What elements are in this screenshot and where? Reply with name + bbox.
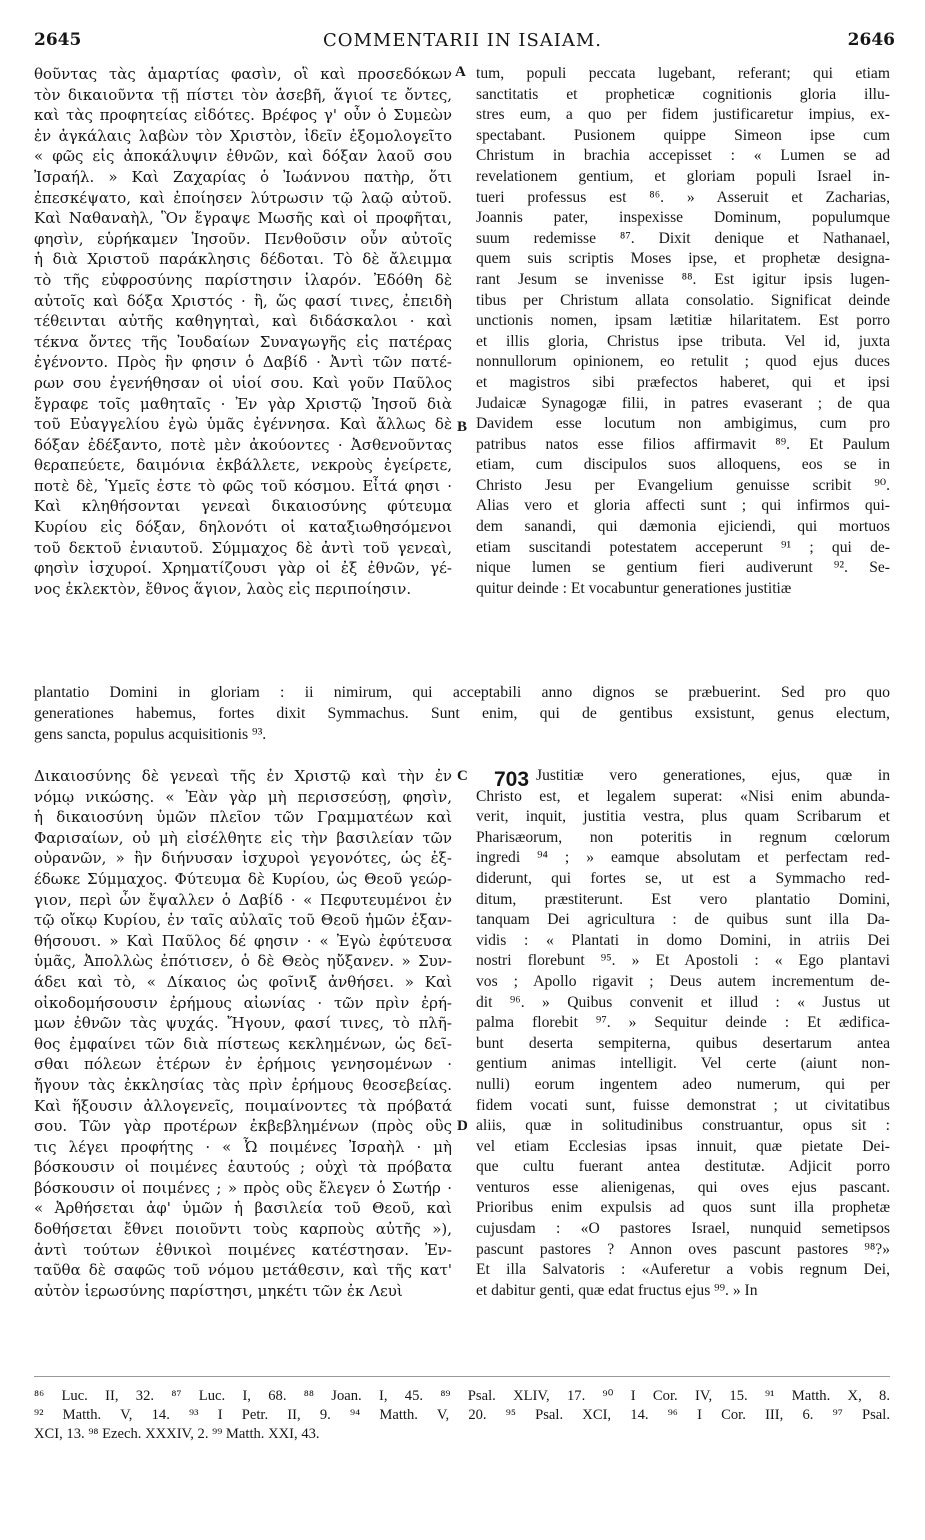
greek-text-line: ἐπεσκέψατο, καὶ ἐποίησεν λύτρωσιν τῷ λαῷ αὐτοῦ.: [34, 188, 452, 207]
latin-text-line: nostri florebunt ⁹⁵. » Et Apostoli : « Ego plantavi: [476, 952, 890, 970]
latin-text-line: nonnullorum opinionem, eo retulit ; quod ejus duces: [476, 353, 890, 371]
greek-text-line: ἀντὶ τούτων ἐθνικοὶ ποιμένες κατέστησαν. Ἐν-: [34, 1240, 452, 1259]
greek-text-line: ἐν ἀγκάλαις λαβὼν τὸν Χριστὸν, ἰδεῖν ἐξομολογεῖτο: [34, 126, 452, 145]
latin-text-line: ditum, præstiterunt. Est vero plantatio Domini,: [476, 890, 890, 908]
latin-text-line: suum redemisse ⁸⁷. Dixit denique et Nathanael,: [476, 229, 890, 247]
latin-text-line: Christo est, et legalem superat: «Nisi enim abunda-: [476, 787, 890, 805]
latin-text-line: sanctitatis et propheticæ cognitionis gloria illu-: [476, 85, 890, 103]
greek-text-line: θήσουσι. » Καὶ Παῦλος δέ φησιν · « Ἐγὼ ἐφύτευσα: [34, 931, 452, 950]
greek-text-line: καὶ τὰς προφητείας εἰδότες. Βρέφος γ' οὖν ὁ Συμεὼν: [34, 106, 452, 125]
latin-text-line: spectabant. Pusionem quippe Simeon ipse cum: [476, 126, 890, 144]
latin-text-line: nique lumen se gentium fieri audiverunt ⁹². Se-: [476, 559, 890, 577]
greek-text-line: φησὶν ἰσχυροί. Χρηματίζουσι γὰρ οἱ ἐξ ἐθνῶν, γέ-: [34, 559, 452, 578]
greek-text-line: τις λέγει προφήτης · « Ὦ ποιμένες Ἰσραὴλ · μὴ: [34, 1137, 452, 1156]
greek-text-line: ταῦθα δὲ σαφῶς τοῦ νόμου μετάθεσιν, καὶ τῆς κατ': [34, 1261, 452, 1280]
latin-text-line: et illis gloria, Christus ipse tributa. Vel id, juxta: [476, 332, 890, 350]
latin-text-line: Prioribus enim expulsis ad quos sunt illa prophetæ: [476, 1199, 890, 1217]
greek-text-line: βόσκουσιν οἱ ποιμένες ; » πρὸς οὓς ἔλεγεν ὁ Σωτήρ ·: [34, 1178, 452, 1197]
latin-text-line: patribus natos esse filios affirmavit ⁸⁹. Et Paulum: [476, 435, 890, 453]
latin-text-line: revelationem gentium, et gloriam populi Israel in-: [476, 167, 890, 185]
latin-text-line: Judaicæ Synagogæ filii, in patres evaserant ; de qua: [476, 394, 890, 412]
latin-text-line: unctionis nomen, ipsam lætitiæ hilaritatem. Est porro: [476, 312, 890, 330]
footnote-line: ⁹² Matth. V, 14. ⁹³ I Petr. II, 9. ⁹⁴ Matth. V, 20. ⁹⁵ Psal. XCI, 14. ⁹⁶ I Cor. III, 6. ⁹⁷ Psal.: [34, 1407, 890, 1423]
latin-text-line: Christo Jesu per Evangelium genuisse scribit ⁹⁰.: [476, 476, 890, 494]
greek-text-line: δοθήσεται ἔθνει ποιοῦντι τοὺς καρποὺς αὐτῆς »),: [34, 1220, 452, 1239]
latin-text-line: aliis, quæ in solitudinibus construantur, opus sit :: [476, 1117, 890, 1135]
latin-text-line: etiam suscitandi potestatem acceperunt ⁹¹ ; qui de-: [476, 538, 890, 556]
greek-text-line: θεραπεύετε, δαιμόνια ἐκβάλλετε, νεκροὺς ἐγείρετε,: [34, 456, 452, 475]
greek-text-line: νόμῳ νικώσης. « Ἐὰν γὰρ μὴ περισσεύσῃ, φησὶν,: [34, 787, 452, 806]
section-marker-c: C: [457, 768, 468, 784]
latin-text-line: Joannis pater, inspexisse Dominum, populumque: [476, 209, 890, 227]
greek-text-line: ρων σου ἐγενήθησαν οἱ υἱοί σου. Καὶ γοῦν Παῦλος: [34, 373, 452, 392]
running-title: COMMENTARII IN ISAIAM.: [322, 30, 603, 51]
latin-column-top: [476, 64, 890, 599]
greek-text-line: θος ἐμφαίνει τῶν διὰ πίστεως κεκλημένων, ὡς δεῖ-: [34, 1034, 452, 1053]
greek-text-line: μων ἐθνῶν τὰς ψυχάς. Ἤγουν, φασί τινες, τὸ πλῆ-: [34, 1014, 452, 1033]
column-number: 703: [494, 768, 530, 791]
latin-text-line: verit, inquit, justitia vestra, plus quam Scribarum et: [476, 808, 890, 826]
full-width-text-line: gens sancta, populus acquisitionis ⁹³.: [34, 726, 267, 743]
greek-text-line: τῷ οἴκῳ Κυρίου, ἐν ταῖς αὐλαῖς τοῦ Θεοῦ ἡμῶν ἐξαν-: [34, 911, 452, 930]
greek-text-line: τοῦ Εὐαγγελίου ἐγὼ ὑμᾶς ἐγέννησα. Καὶ ἄλλως δὲ: [34, 415, 452, 434]
latin-text-line: etiam, cum discipulos suos alloquens, eos se in: [476, 456, 890, 474]
greek-text-line: ὑμᾶς, Ἀπολλὼς ἐπότισεν, ὁ δὲ Θεὸς ηὔξανεν. » Συν-: [34, 952, 452, 971]
greek-text-line: τέθεινται αὐτῆς καθηγηταὶ, καὶ διδάσκαλοι · καὶ: [34, 312, 452, 331]
latin-text-line: rant Jesum se invenisse ⁸⁸. Est igitur ipsis lugen-: [476, 270, 890, 288]
latin-text-line: cujusdam : «O pastores Israel, nunquid semetipsos: [476, 1220, 890, 1238]
greek-text-line: αὐτοῖς καὶ δόξα Χριστός · ἢ, ὥς φασί τινες, ἐπειδὴ: [34, 291, 452, 310]
section-marker-d: D: [457, 1118, 468, 1134]
latin-text-line: Alias vero et gloria affecti sunt ; qui infirmos qui-: [476, 497, 890, 515]
latin-text-line: venturos esse alienigenas, qui oves ejus pascant.: [476, 1178, 890, 1196]
greek-text-line: τοῦ δεκτοῦ ἐνιαυτοῦ. Σύμμαχος δὲ ἀντὶ τοῦ γενεαὶ,: [34, 538, 452, 557]
latin-text-line: gentium animas intelligit. Vel certe (aiunt non-: [476, 1055, 890, 1073]
greek-text-line: Καὶ Ναθαναὴλ, Ὃν ἔγραψε Μωσῆς καὶ οἱ προφῆται,: [34, 209, 452, 228]
latin-text-line: Justitiæ vero generationes, ejus, quæ in: [536, 767, 890, 784]
latin-text-line: et dabitur genti, quæ edat fructus ejus ⁹⁹. » In: [476, 1281, 758, 1299]
latin-text-line: tum, populi peccata lugebant, referant; qui etiam: [476, 65, 890, 82]
greek-text-line: ἐγένοντο. Πρὸς ἣν φησιν ὁ Δαβίδ · Ἀντὶ τῶν πατέ-: [34, 353, 452, 372]
section-marker-a: A: [455, 64, 466, 80]
greek-text-line: Φαρισαίων, οὐ μὴ εἰσέλθητε εἰς τὴν βασιλείαν τῶν: [34, 828, 452, 847]
greek-text-line: ἡ διὰ Χριστοῦ παράκλησις δέδοται. Τὸ δὲ ἄλειμμα: [34, 250, 452, 269]
greek-text-line: τὸν δικαιοῦντα τῇ πίστει τὸν ἀσεβῆ, ἅγιοί τε ὄντες,: [34, 85, 452, 104]
greek-text-line: ἔγραφε τοῖς μαθηταῖς · Ἐν γὰρ Χριστῷ Ἰησοῦ διὰ: [34, 394, 452, 413]
greek-text-line: άδει καὶ τὸ, « Δίκαιος ὡς φοῖνιξ ἀνθήσει. » Καὶ: [34, 972, 452, 991]
greek-text-line: θοῦντας τὰς ἁμαρτίας φασὶν, οἳ καὶ προσεδόκων: [34, 65, 452, 83]
greek-text-line: Δικαιοσύνης δὲ γενεαὶ τῆς ἐν Χριστῷ καὶ τὴν ἐν: [34, 767, 452, 785]
greek-text-line: Ἰσραήλ. » Καὶ Ζαχαρίας ὁ Ἰωάννου πατὴρ, ὅτι: [34, 167, 452, 186]
latin-text-line: ingredi ⁹⁴ ; » eamque absolutam et perfectam red-: [476, 849, 890, 867]
page-header: [0, 30, 925, 60]
latin-text-line: tanquam Dei agricultura : de quibus sunt illa Da-: [476, 911, 890, 929]
greek-text-line: τὸ τῆς εὐφροσύνης παρίστησιν ἱλαρόν. Ἐδόθη δὲ: [34, 270, 452, 289]
greek-text-line: ἤγουν τὰς ἐκκλησίας τὰς πρὶν ἐρήμους θεοσεβείας.: [34, 1075, 452, 1094]
latin-text-line: Christum in brachia accepisset : « Lumen se ad: [476, 147, 890, 165]
latin-text-line: Et illa Salvatoris : «Auferetur a vobis regnum Dei,: [476, 1261, 890, 1279]
latin-text-line: vidis : « Plantati in domo Domini, in atriis Dei: [476, 931, 890, 949]
latin-column-bottom: [476, 766, 890, 1301]
latin-text-line: quem suis scriptis Moses ipse, et prophetæ designa-: [476, 250, 890, 268]
greek-text-line: ἡ δικαιοσύνη ὑμῶν πλεῖον τῶν Γραμματέων καὶ: [34, 808, 452, 827]
greek-text-line: σθαι πόλεων ἑτέρων ἐν ἐρήμοις γενησομένων ·: [34, 1055, 452, 1074]
greek-text-line: « φῶς εἰς ἀποκάλυψιν ἐθνῶν, καὶ δόξαν λαοῦ σου: [34, 147, 452, 166]
page-number-right: 2646: [847, 30, 895, 50]
latin-text-line: pascunt pastores ? Annon oves pascunt pastores ⁹⁸?»: [476, 1240, 890, 1258]
latin-text-line: dem sanandi, qui dæmonia ejiciendi, qui mortuos: [476, 518, 890, 536]
latin-text-line: que cultu fuerant antea destitutæ. Adjicit porro: [476, 1158, 890, 1176]
latin-text-line: Davidem esse locutum non ambigimus, cum pro: [476, 415, 890, 433]
latin-text-line: Pharisæorum, non poteritis in regnum cœlorum: [476, 828, 890, 846]
footnote-rule: [34, 1376, 890, 1377]
latin-text-line: tueri professus est ⁸⁶. » Asseruit et Zacharias,: [476, 188, 890, 206]
full-width-text-line: generationes habemus, fortes dixit Symmachus. Sunt enim, qui de gentibus exsistunt, genus electum,: [34, 705, 890, 722]
footnote-line: ⁸⁶ Luc. II, 32. ⁸⁷ Luc. I, 68. ⁸⁸ Joan. I, 45. ⁸⁹ Psal. XLIV, 17. ⁹⁰ I Cor. IV, 15. ⁹¹ Matth. X, 8.: [34, 1388, 890, 1404]
greek-text-line: οὐρανῶν, » ἣν διήνυσαν ἰσχυροὶ γεγονότες, ὡς ἐξ-: [34, 849, 452, 868]
latin-text-line: nulli) eorum ingentem adeo numerum, qui per: [476, 1075, 890, 1093]
footnote-line: XCI, 13. ⁹⁸ Ezech. XXXIV, 2. ⁹⁹ Matth. XXI, 43.: [34, 1426, 320, 1442]
latin-text-line: fidem vocati sunt, fuisse demonstrat ; ut civitatibus: [476, 1096, 890, 1114]
section-marker-b: B: [457, 419, 468, 435]
latin-text-line: dit ⁹⁶. » Quibus convenit et illud : « Justus ut: [476, 993, 890, 1011]
latin-text-line: quitur deinde : Et vocabuntur generationes justitiæ: [476, 579, 792, 597]
greek-text-line: Καὶ ἥξουσιν ἀλλογενεῖς, ποιμαίνοντες τὰ πρόβατά: [34, 1096, 452, 1115]
full-width-text-line: plantatio Domini in gloriam : ii nimirum, qui acceptabili anno dignos se præbuerint. Sed pro quo: [34, 684, 890, 701]
greek-column-bottom: [34, 766, 452, 1301]
greek-text-line: φησὶν, εὑρήκαμεν Ἰησοῦν. Πενθοῦσιν οὖν αὐτοῖς: [34, 229, 452, 248]
greek-text-line: γιον, περὶ ὧν ἔψαλλεν ὁ Δαβίδ · « Πεφυτευμένοι ἐν: [34, 890, 452, 909]
latin-text-line: vos ; Apollo rigavit ; Deus autem incrementum de-: [476, 972, 890, 990]
greek-text-line: « Ἀρθήσεται ἀφ' ὑμῶν ἡ βασιλεία τοῦ Θεοῦ, καὶ: [34, 1199, 452, 1218]
greek-text-line: δόξαν ἐδέξαντο, ποτὲ μὲν ἀκούοντες · Ἀσθενοῦντας: [34, 435, 452, 454]
latin-text-line: et magistros sibi præfectos haberet, qui et ipsi: [476, 373, 890, 391]
greek-text-line: ποτὲ δὲ, Ὑμεῖς ἐστε τὸ φῶς τοῦ κόσμου. Εἶτά φησι ·: [34, 476, 452, 495]
greek-text-line: οἰκοδομήσουσιν ἐρήμους αἰωνίας · τῶν πρὶν ἐρή-: [34, 993, 452, 1012]
latin-text-line: vel etiam Ecclesias ipsas innuit, quæ pietate Dei-: [476, 1137, 890, 1155]
greek-text-line: βόσκουσιν οἱ ποιμένες ἑαυτούς ; οὐχὶ τὰ πρόβατα: [34, 1158, 452, 1177]
latin-text-line: tibus per Christum allata consolatio. Significat deinde: [476, 291, 890, 309]
greek-text-line: αὐτὸν ἱερωσύνης παρίστησι, μηκέτι τῶν ἐκ Λευὶ: [34, 1281, 403, 1300]
latin-text-line: diderunt, qui fortes se, ut est a Symmacho red-: [476, 869, 890, 887]
latin-text-line: stres eum, a quo per fidem justificaretur impius, ex-: [476, 106, 890, 124]
footnotes: [34, 1387, 890, 1444]
greek-text-line: νος ἐκλεκτὸν, ἔθνος ἅγιον, λαὸς εἰς περιποίησιν.: [34, 579, 412, 598]
greek-text-line: τέκνα ὄντες τῆς Ἰουδαίων Συναγωγῆς εἰς πατέρας: [34, 332, 452, 351]
greek-text-line: σου. Τῶν γὰρ προτέρων ἐκβεβλημένων (πρὸς οὓς: [34, 1117, 452, 1136]
greek-text-line: έδωκε Σύμμαχος. Φύτευμα δὲ Κυρίου, ὡς Θεοῦ γεώρ-: [34, 869, 452, 888]
greek-column-top: [34, 64, 452, 599]
latin-text-line: bunt deserta sempiterna, quibus desertarum antea: [476, 1034, 890, 1052]
greek-text-line: Καὶ κληθήσονται γενεαὶ δικαιοσύνης φύτευμα: [34, 497, 452, 516]
latin-text-line: palma florebit ⁹⁷. » Sequitur deinde : Et ædifica-: [476, 1014, 890, 1032]
greek-text-line: Κυρίου εἰς δόξαν, δηλονότι οἱ καταξιωθησόμενοι: [34, 518, 452, 537]
full-width-paragraph: [34, 682, 890, 745]
page-number-left: 2645: [34, 30, 82, 50]
